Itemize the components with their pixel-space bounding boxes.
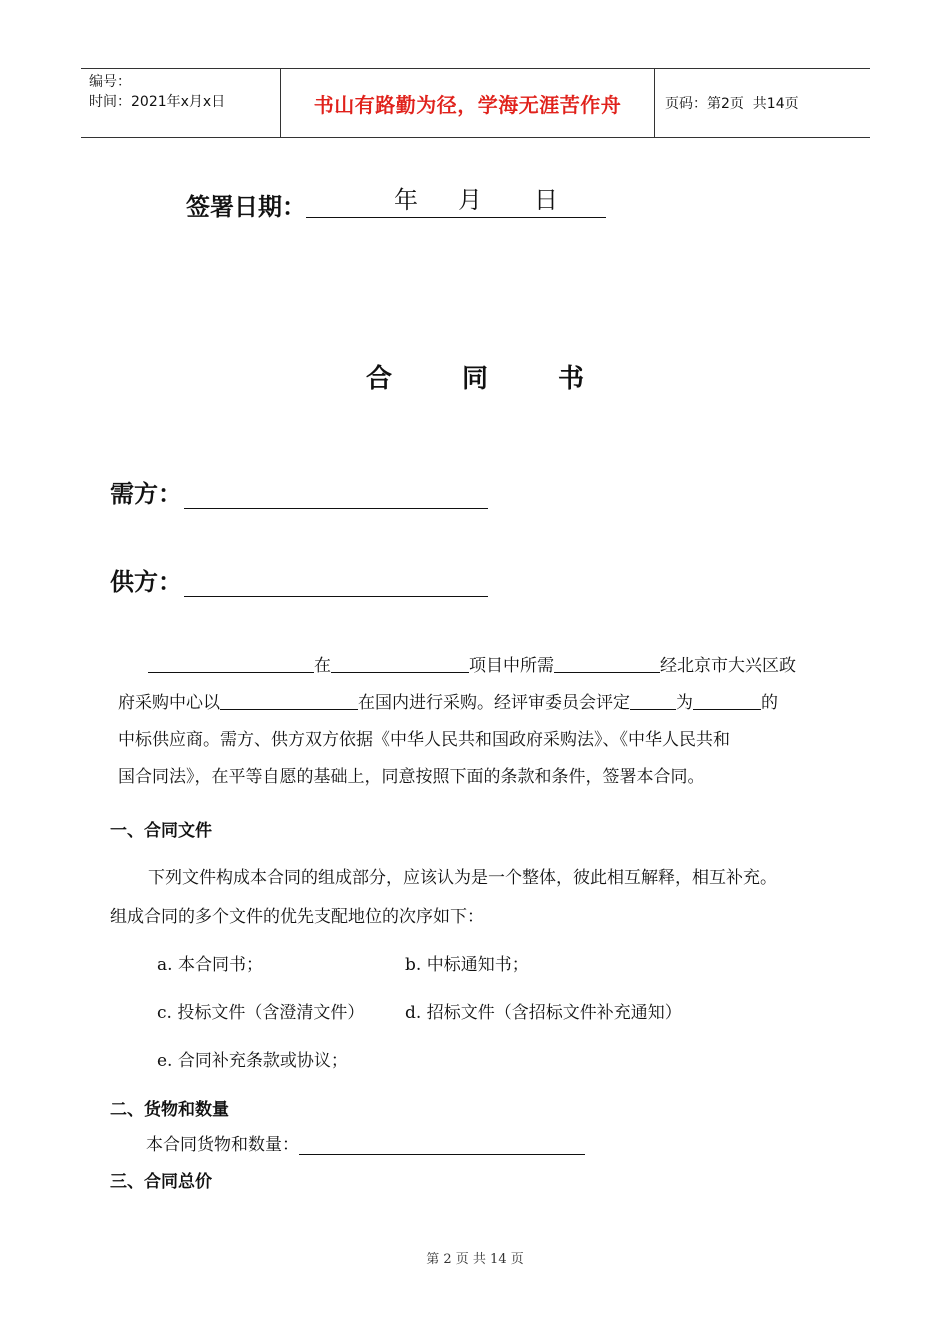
blank-field bbox=[220, 687, 358, 710]
intro-text: 的 bbox=[761, 693, 778, 713]
section-1-line-2: 组成合同的多个文件的优先支配地位的次序如下： bbox=[110, 907, 484, 927]
doc-item-c: c. 投标文件（含澄清文件） bbox=[157, 1003, 365, 1023]
section-3-heading: 三、合同总价 bbox=[110, 1172, 212, 1192]
sign-date bbox=[186, 180, 606, 222]
buyer-row bbox=[110, 474, 488, 509]
header-page-info bbox=[655, 69, 870, 137]
section-1-heading: 一、合同文件 bbox=[110, 821, 212, 841]
blank-field bbox=[148, 650, 314, 673]
sign-date-year: 年 bbox=[394, 186, 418, 214]
number-label: 编号： bbox=[89, 74, 131, 90]
intro-text: 项目中所需 bbox=[469, 656, 554, 676]
time-label: 时间：2021年x月x日 bbox=[89, 94, 226, 110]
goods-blank bbox=[299, 1134, 585, 1155]
section-1-line-1: 下列文件构成本合同的组成部分，应该认为是一个整体，彼此相互解释，相互补充。 bbox=[148, 868, 777, 888]
footer-page-number: 第 2 页 共 14 页 bbox=[426, 1252, 524, 1267]
intro-line-2 bbox=[118, 685, 848, 722]
intro-text: 在国内进行采购。经评审委员会评定 bbox=[358, 693, 630, 713]
intro-text: 经北京市大兴区政 bbox=[660, 656, 796, 676]
supplier-blank bbox=[184, 568, 488, 597]
supplier-row bbox=[110, 562, 488, 597]
page-footer bbox=[0, 1248, 950, 1267]
section-2-text: 本合同货物和数量： bbox=[146, 1135, 299, 1155]
sign-date-day: 日 bbox=[534, 186, 558, 214]
sign-date-field bbox=[306, 180, 606, 218]
buyer-blank bbox=[184, 480, 488, 509]
blank-field bbox=[331, 650, 469, 673]
intro-text: 为 bbox=[676, 693, 693, 713]
blank-field bbox=[693, 687, 761, 710]
document-title: 合同书 bbox=[365, 364, 654, 394]
intro-line-4: 国合同法》，在平等自愿的基础上，同意按照下面的条款和条件，签署本合同。 bbox=[118, 767, 705, 787]
sign-date-month: 月 bbox=[458, 186, 482, 214]
section-2-heading: 二、货物和数量 bbox=[110, 1100, 229, 1120]
page-header bbox=[81, 68, 870, 138]
page-label: 页码：第2页 共14页 bbox=[665, 96, 799, 112]
section-2-row bbox=[146, 1130, 585, 1155]
intro-text: 在 bbox=[314, 656, 331, 676]
intro-line-1 bbox=[118, 648, 848, 685]
doc-item-b: b. 中标通知书； bbox=[405, 955, 529, 975]
buyer-label: 需方： bbox=[110, 480, 182, 508]
header-meta bbox=[81, 69, 281, 137]
intro-line-3: 中标供应商。需方、供方双方依据《中华人民共和国政府采购法》、《中华人民共和 bbox=[118, 730, 730, 750]
blank-field bbox=[554, 650, 660, 673]
supplier-label: 供方： bbox=[110, 568, 182, 596]
doc-item-d: d. 招标文件（含招标文件补充通知） bbox=[405, 1003, 682, 1023]
intro-paragraph bbox=[118, 648, 848, 796]
intro-text: 府采购中心以 bbox=[118, 693, 220, 713]
doc-item-a: a. 本合同书； bbox=[157, 955, 263, 975]
header-motto: 书山有路勤为径，学海无涯苦作舟 bbox=[281, 69, 655, 137]
sign-date-label: 签署日期： bbox=[186, 193, 306, 221]
doc-item-e: e. 合同补充条款或协议； bbox=[157, 1051, 348, 1071]
blank-field bbox=[630, 687, 676, 710]
